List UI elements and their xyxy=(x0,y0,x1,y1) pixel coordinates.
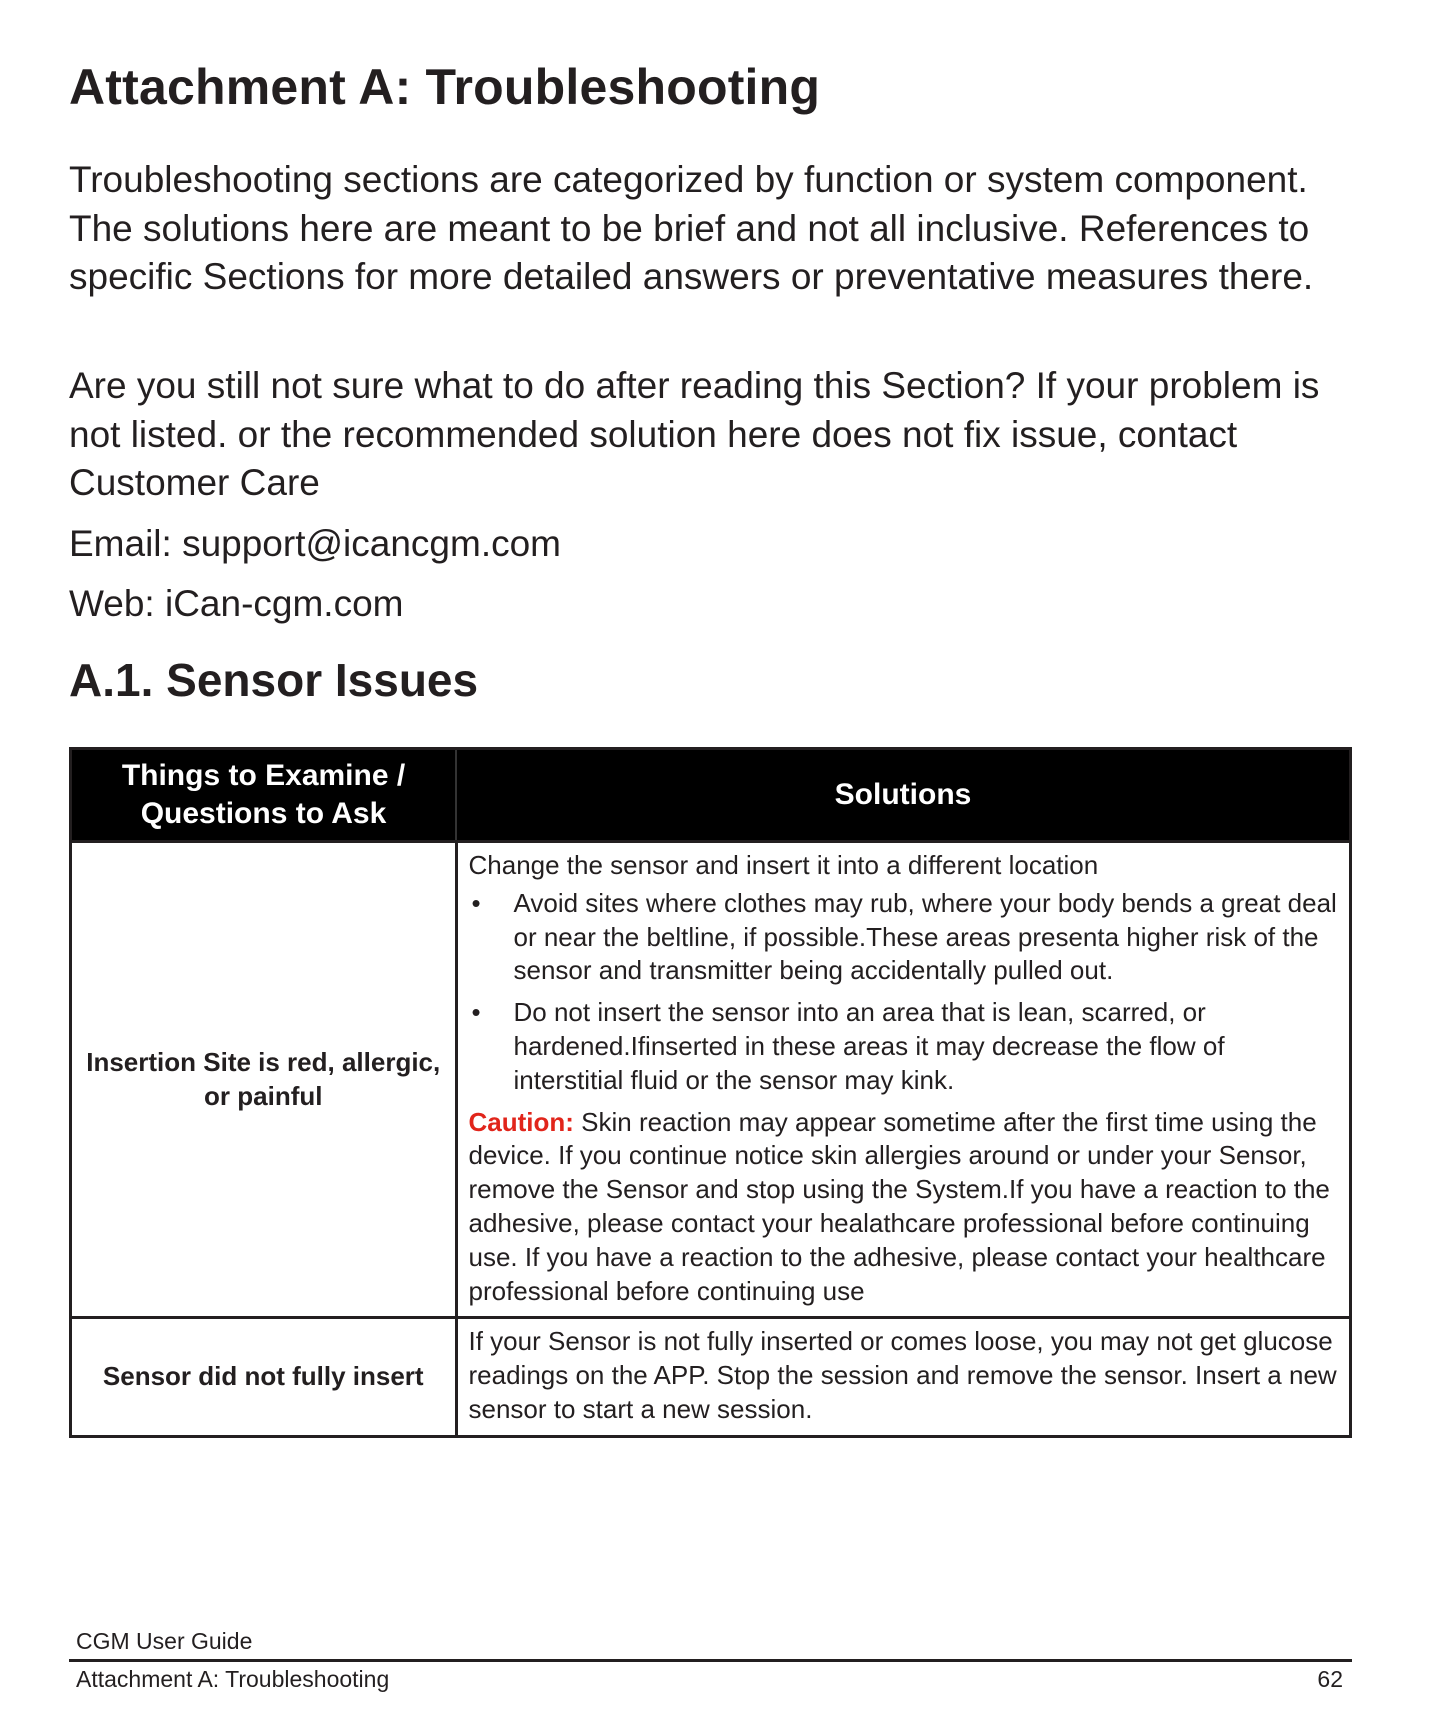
contact-web: Web: iCan-cgm.com xyxy=(69,583,404,624)
solution-intro: Change the sensor and insert it into a different location xyxy=(468,850,1099,880)
caution-text: Skin reaction may appear sometime after the first time using the device. If you continue notice skin allergies around or under your Sensor, remove the Sensor and stop using the System.If you have a reaction to the adhesive, please contact your healathcare professional before continuing use. If you have a reaction to the adhesive, please contact your healthcare professional before continuing use xyxy=(468,1106,1330,1306)
column-header-questions: Things to Examine / Questions to Ask xyxy=(71,749,457,842)
contact-email: Email: support@icancgm.com xyxy=(69,523,562,564)
caution-note xyxy=(469,1106,1342,1309)
solution-cell: If your Sensor is not fully inserted or comes loose, you may not get glucose readings on the APP. Stop the session and remove the sensor. Insert a new sensor to start a new session. xyxy=(456,1318,1351,1436)
list-item xyxy=(469,996,1342,1097)
question-cell: Insertion Site is red, allergic, or painful xyxy=(71,842,457,1318)
column-header-solutions: Solutions xyxy=(456,749,1351,842)
table-row xyxy=(71,842,1351,1318)
page-title: Attachment A: Troubleshooting xyxy=(69,59,821,115)
section-title: A.1. Sensor Issues xyxy=(69,654,479,706)
table-row xyxy=(71,1318,1351,1436)
solution-cell xyxy=(456,842,1351,1318)
intro-paragraph: Troubleshooting sections are categorized by function or system component. The solutions here are meant to be brief and not all inclusive. References to specific Sections for more detailed answers or preventative measures there. xyxy=(69,159,1314,297)
contact-paragraph: Are you still not sure what to do after reading this Section? If your problem is not listed. or the recommended solution here does not fix issue, contact Customer Care xyxy=(69,365,1320,503)
bullet-icon: • xyxy=(471,887,481,918)
footer-chapter: Attachment A: Troubleshooting xyxy=(76,1666,390,1692)
bullet-text: Avoid sites where clothes may rub, where your body bends a great deal or near the beltline, if possible.These areas presenta higher risk of the sensor and transmitter being accidentally pulled out. xyxy=(513,887,1337,986)
solution-bullet-list xyxy=(469,887,1342,1098)
question-cell: Sensor did not fully insert xyxy=(71,1318,457,1436)
bullet-text: Do not insert the sensor into an area that is lean, scarred, or hardened.Ifinserted in these areas it may decrease the flow of interstitial fluid or the sensor may kink. xyxy=(513,997,1225,1095)
list-item xyxy=(469,887,1342,988)
footer-guide-title: CGM User Guide xyxy=(76,1628,253,1654)
caution-label: Caution: xyxy=(468,1106,574,1137)
footer-divider xyxy=(69,1659,1352,1662)
page-number: 62 xyxy=(1317,1666,1343,1692)
sensor-issues-table xyxy=(69,747,1352,1438)
table-header-row xyxy=(71,749,1351,842)
bullet-icon: • xyxy=(471,997,481,1028)
